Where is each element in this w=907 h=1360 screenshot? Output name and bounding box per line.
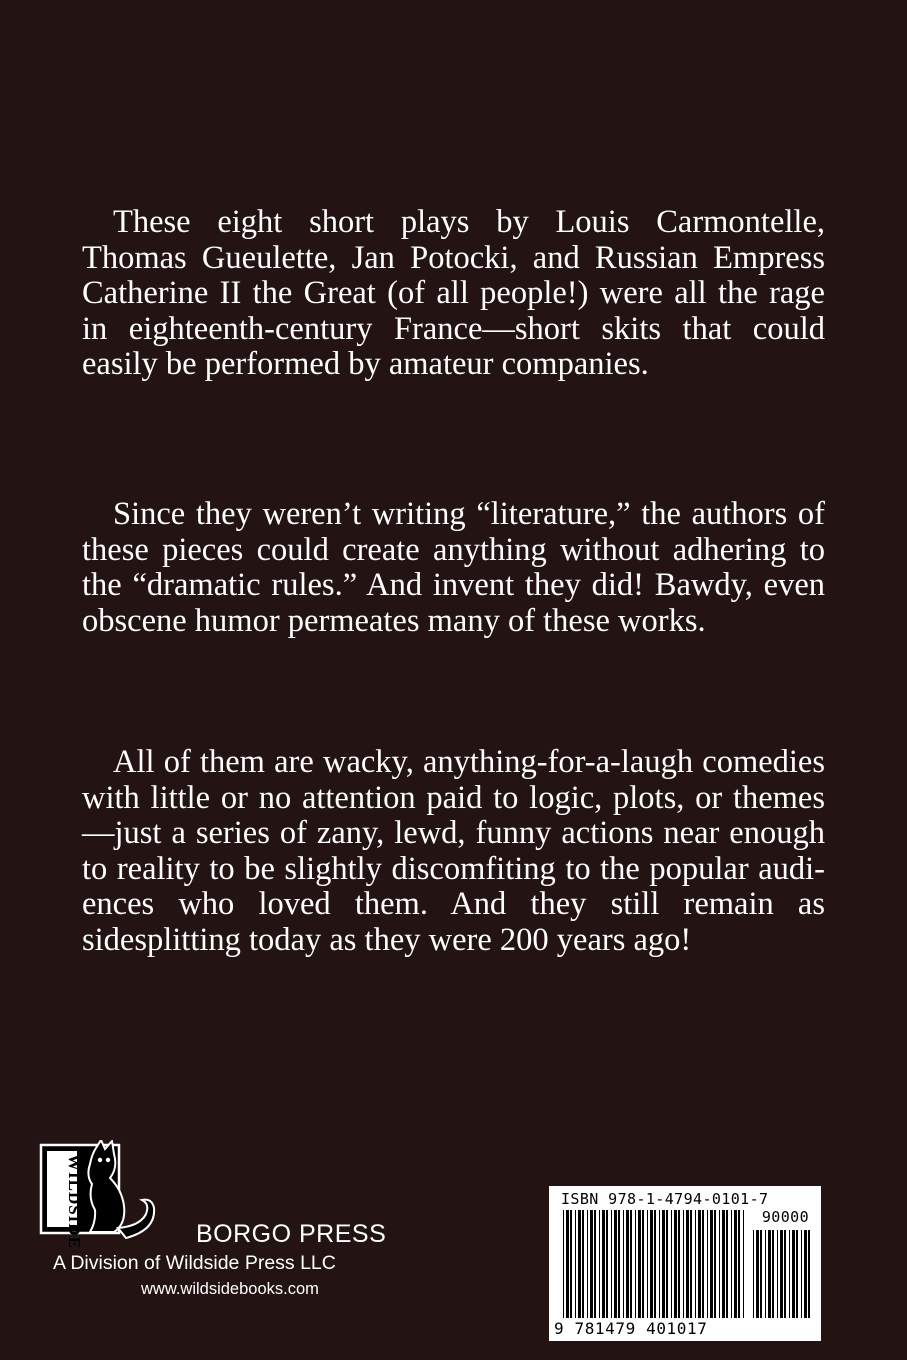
barcode-bar [792, 1230, 795, 1318]
barcode-bar [563, 1210, 564, 1318]
ean-number: 9 781479 401017 [554, 1319, 708, 1338]
blurb-paragraph-2 [82, 497, 825, 639]
isbn-barcode [549, 1186, 821, 1341]
barcode-bar [690, 1210, 692, 1318]
barcode-bar [780, 1230, 783, 1318]
barcode-bar [683, 1210, 684, 1318]
barcode-bar [738, 1210, 740, 1318]
barcode-bar [654, 1210, 656, 1318]
barcode-bar [666, 1210, 668, 1318]
barcode-bar [566, 1210, 569, 1318]
publisher-division: A Division of Wildside Press LLC [53, 1252, 336, 1274]
barcode-bar [801, 1230, 802, 1318]
barcode-bar [674, 1210, 677, 1318]
barcode-bar [753, 1230, 754, 1318]
barcode-bar [714, 1210, 716, 1318]
barcode-bar [671, 1210, 672, 1318]
barcode-bar [789, 1230, 790, 1318]
barcode-bar [772, 1230, 774, 1318]
barcode-bar [686, 1210, 689, 1318]
barcode-bar [777, 1230, 778, 1318]
barcode-bar [590, 1210, 593, 1318]
barcode-bar [614, 1210, 617, 1318]
barcode-bar [678, 1210, 680, 1318]
blurb-paragraph-3 [82, 745, 825, 958]
barcode-bar [623, 1210, 624, 1318]
barcode-bar [719, 1210, 720, 1318]
barcode-bar [611, 1210, 612, 1318]
barcode-bar [638, 1210, 641, 1318]
wildside-cat-logo [38, 1140, 158, 1252]
barcode-bar [707, 1210, 708, 1318]
barcode-bar [768, 1230, 771, 1318]
barcode-bar [726, 1210, 728, 1318]
barcode-bar [659, 1210, 660, 1318]
blurb-paragraph-1 [82, 205, 825, 383]
barcode-bar [722, 1210, 725, 1318]
barcode-bar [606, 1210, 608, 1318]
barcode-bar [578, 1210, 581, 1318]
barcode-bar [650, 1210, 653, 1318]
barcode-bar [784, 1230, 786, 1318]
price-code: 90000 [761, 1208, 809, 1226]
barcode-bar [630, 1210, 632, 1318]
barcode-bar [796, 1230, 798, 1318]
barcode-bar [587, 1210, 588, 1318]
isbn-number: ISBN 978-1-4794-0101-7 [561, 1190, 769, 1208]
barcode-bar [642, 1210, 644, 1318]
publisher-name: BORGO PRESS [196, 1220, 387, 1248]
blurb-paragraph-3-text: All of them are wacky, anything-for-a-laugh comedies with little or no attention paid to logic, plots, or themes—just a series of zany, lewd, funny actions near enough to reality to be slightly discomfiting to the popular audiences who loved them. And they still remain as sidesplitting today as they were 200 years ago! [82, 744, 825, 958]
barcode-bar [808, 1230, 810, 1318]
barcode-bar [702, 1210, 704, 1318]
publisher-url: www.wildsidebooks.com [141, 1280, 319, 1298]
barcode-bar [760, 1230, 762, 1318]
barcode-bar [618, 1210, 620, 1318]
barcode-bar [599, 1210, 600, 1318]
barcode-bar [765, 1230, 766, 1318]
barcode-bar [734, 1210, 737, 1318]
barcode-bar [594, 1210, 596, 1318]
barcode-bar [602, 1210, 605, 1318]
barcode-bar [570, 1210, 572, 1318]
blurb-paragraph-1-text: These eight short plays by Louis Carmontelle, Thomas Gueulette, Jan Potocki, and Russian Empress Catherine II the Great (of all people!) were all the rage in eighteenth-century France—short skits that could easily be performed by amateur companies. [82, 204, 825, 382]
barcode-bar [743, 1210, 744, 1318]
barcode-bar [635, 1210, 636, 1318]
barcode-bar [695, 1210, 696, 1318]
barcode-bar [756, 1230, 759, 1318]
barcode-bar [804, 1230, 807, 1318]
logo-text: WILDSIDE [65, 1154, 84, 1249]
blurb-paragraph-2-text: Since they weren’t writing “literature,” the authors of these pieces could create anything without adhering to the “dramatic rules.” And invent they did! Bawdy, even obscene humor permeates many of these works. [82, 496, 825, 639]
barcode-bar [662, 1210, 665, 1318]
barcode-bar [698, 1210, 701, 1318]
barcode-bar [731, 1210, 732, 1318]
barcode-bar [647, 1210, 648, 1318]
barcode-bar [582, 1210, 584, 1318]
barcode-bar [710, 1210, 713, 1318]
barcode-bar [626, 1210, 629, 1318]
barcode-bar [575, 1210, 576, 1318]
